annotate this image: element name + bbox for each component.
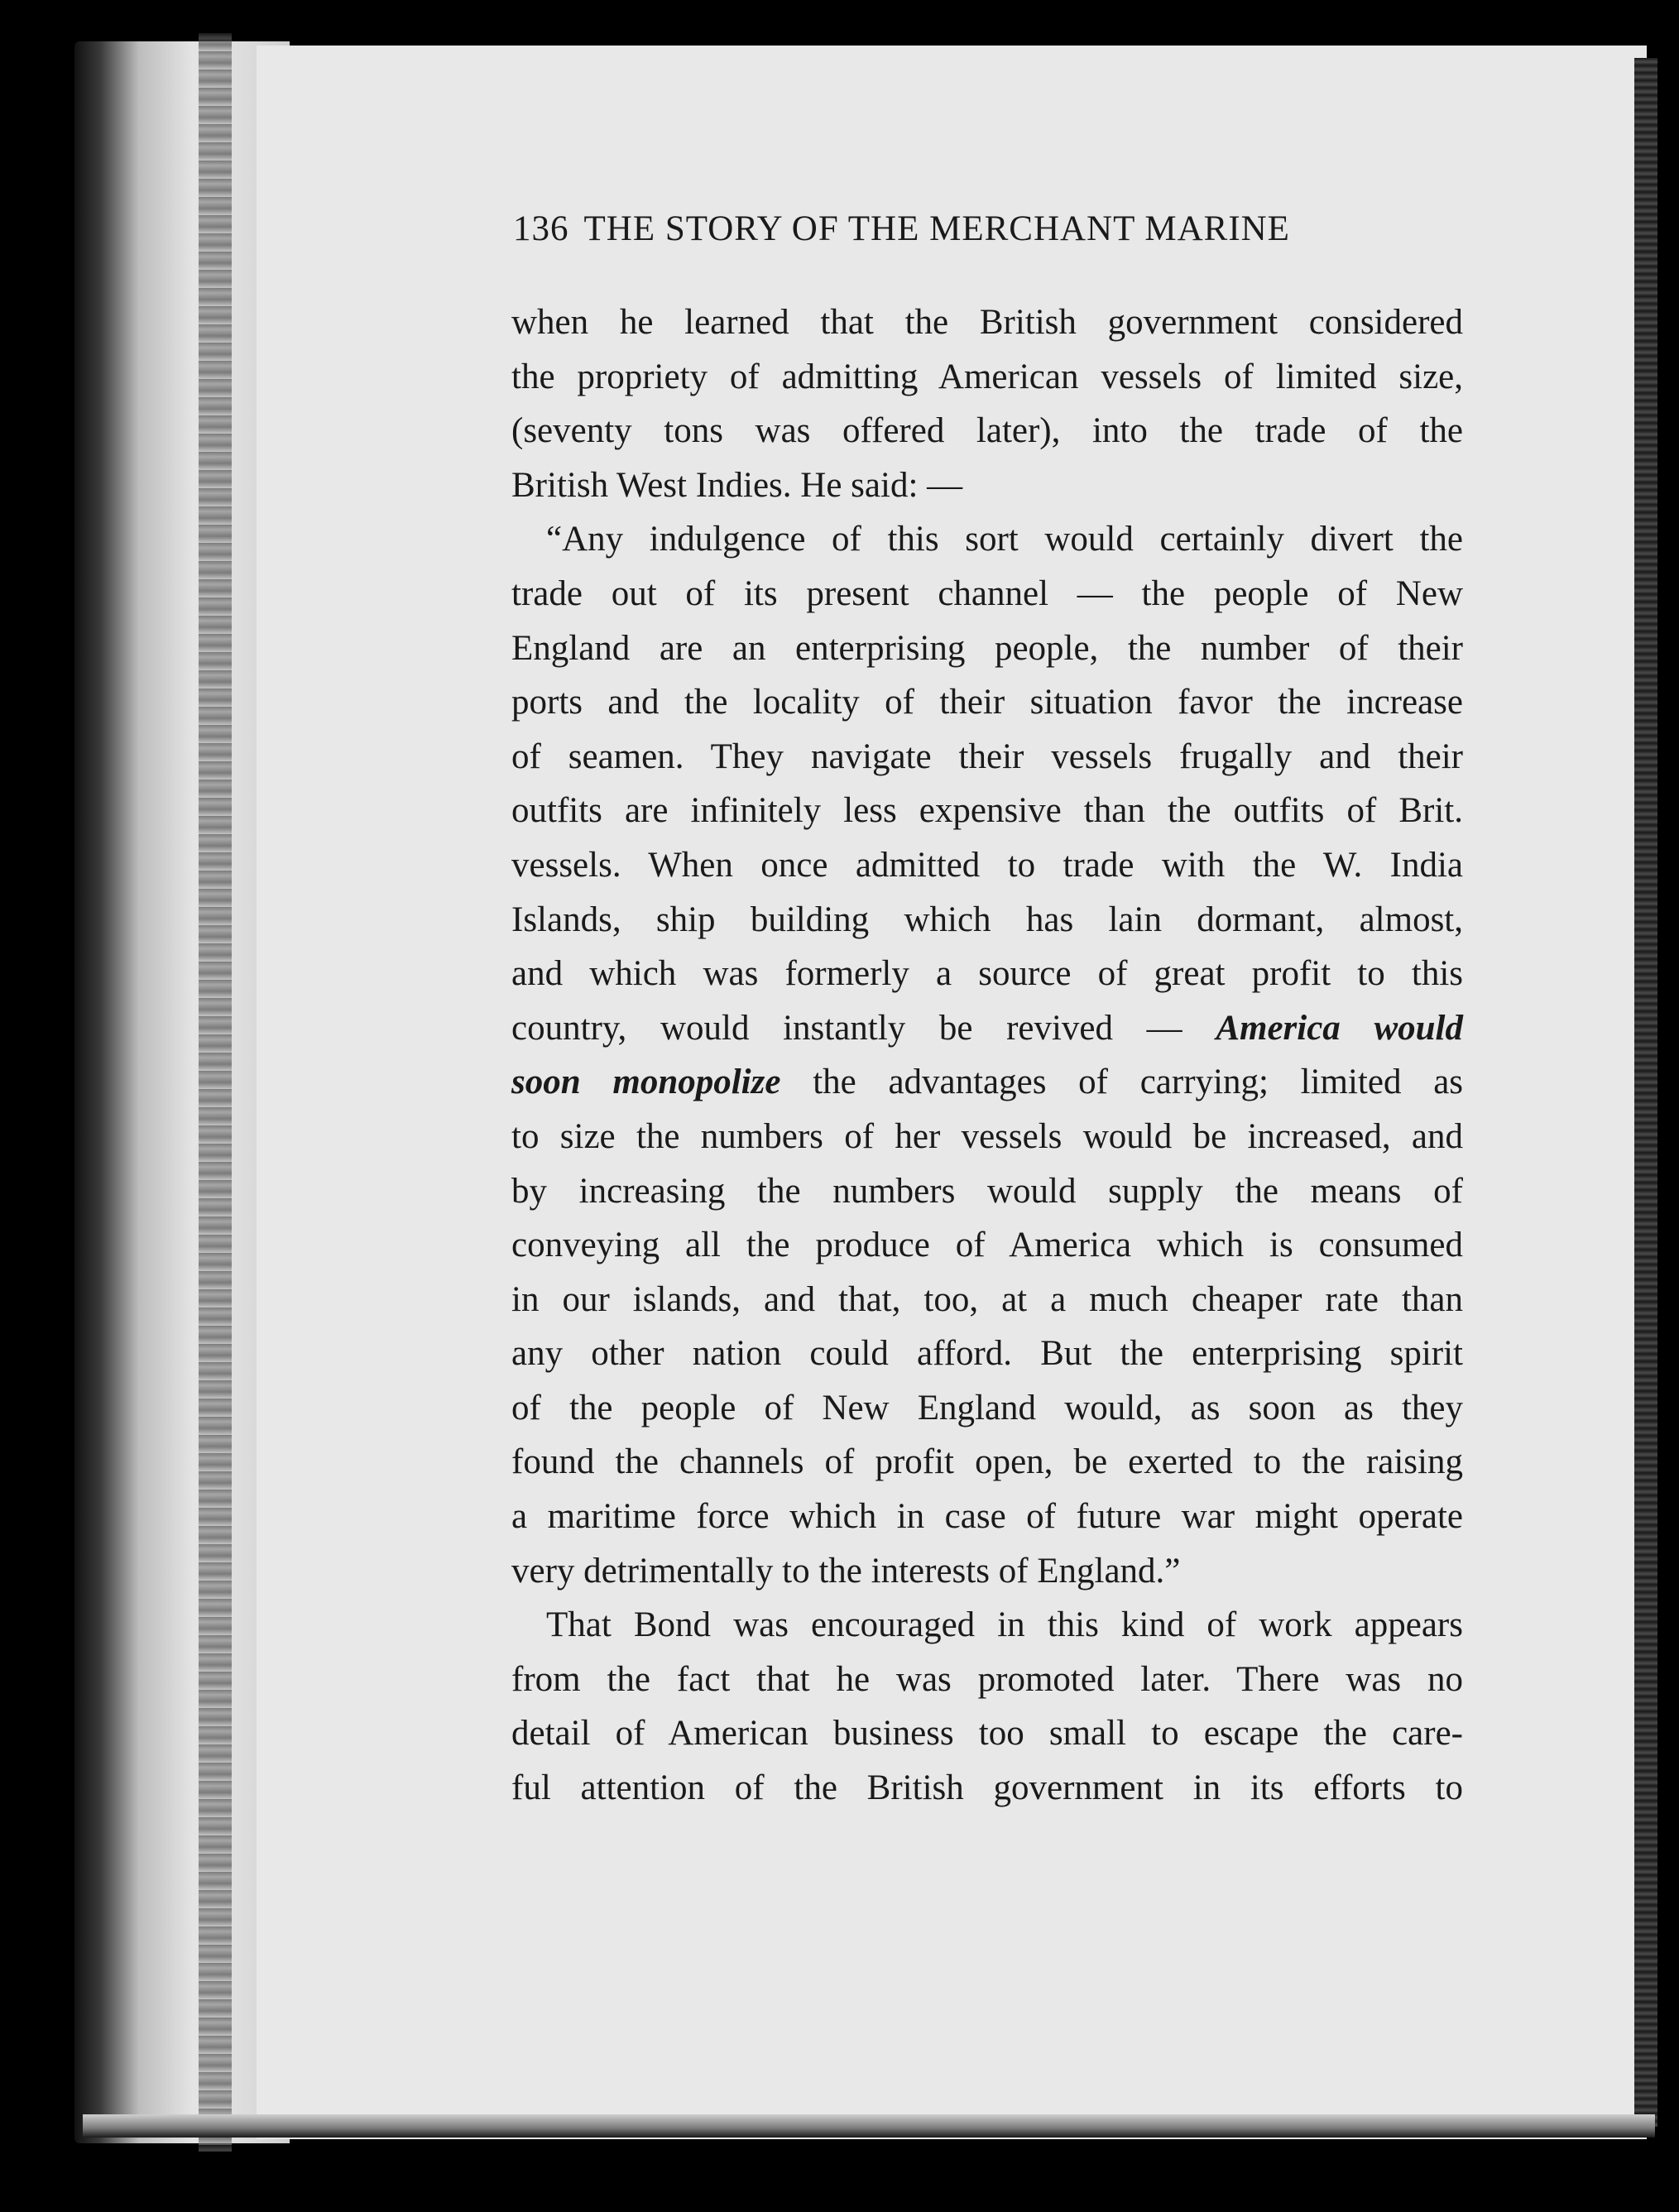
text-line: England are an enterprising people, the number of their xyxy=(511,628,1463,668)
running-title: THE STORY OF THE MERCHANT MARINE xyxy=(583,209,1290,248)
text-line: in our islands, and that, too, at a much cheaper rate than xyxy=(511,1279,1463,1319)
text-line: “Any indulgence of this sort would certainly divert the xyxy=(546,520,1463,559)
text-line-mixed xyxy=(511,1001,1463,1056)
text-line: (seventy tons was offered later), into the trade of the xyxy=(511,411,1463,451)
text-line: very detrimentally to the interests of England.” xyxy=(511,1551,1181,1591)
text-line: from the fact that he was promoted later. There was no xyxy=(511,1659,1463,1699)
text-line: and which was formerly a source of great profit to this xyxy=(511,954,1463,994)
text-line: ports and the locality of their situation favor the increase xyxy=(511,683,1463,722)
text-line: That Bond was encouraged in this kind of work appears xyxy=(546,1605,1463,1645)
page-right-edge xyxy=(1634,58,1657,2127)
text-line: by increasing the numbers would supply the means of xyxy=(511,1171,1463,1211)
text-line-part: the advantages of carrying; limited as xyxy=(813,1063,1464,1102)
text-line: conveying all the produce of America which is consumed xyxy=(511,1226,1463,1265)
running-head xyxy=(513,209,1465,258)
text-line: of the people of New England would, as soon as they xyxy=(511,1388,1463,1427)
text-line: British West Indies. He said: — xyxy=(511,465,963,505)
text-line: when he learned that the British government considered xyxy=(511,303,1463,342)
text-line: detail of American business too small to escape the care- xyxy=(511,1714,1463,1754)
spine-binding-shadow xyxy=(199,33,232,2152)
text-line: a maritime force which in case of future war might operate xyxy=(511,1497,1463,1537)
page-number: 136 xyxy=(513,209,569,248)
body-text xyxy=(511,295,1463,1816)
text-line: trade out of its present channel — the people of New xyxy=(511,573,1463,613)
text-line-part: country, would instantly be revived — xyxy=(511,1008,1182,1048)
text-line: found the channels of profit open, be exerted to the raising xyxy=(511,1442,1463,1482)
text-line: any other nation could afford. But the enterprising spirit xyxy=(511,1334,1463,1374)
text-line: the propriety of admitting American vessels of limited size, xyxy=(511,357,1463,396)
text-line: Islands, ship building which has lain dormant, almost, xyxy=(511,900,1463,939)
text-line: ful attention of the British government in its efforts to xyxy=(511,1768,1463,1808)
text-line-mixed xyxy=(511,1055,1463,1110)
text-line: vessels. When once admitted to trade with the W. India xyxy=(511,845,1463,885)
text-line: to size the numbers of her vessels would be increased, and xyxy=(511,1116,1463,1156)
page-bottom-edge xyxy=(83,2114,1655,2138)
emphasis-text: America would xyxy=(1216,1008,1463,1048)
emphasis-text: soon monopolize xyxy=(511,1063,781,1102)
text-line: outfits are infinitely less expensive than the outfits of Brit. xyxy=(511,791,1463,831)
text-line: of seamen. They navigate their vessels frugally and their xyxy=(511,737,1463,776)
